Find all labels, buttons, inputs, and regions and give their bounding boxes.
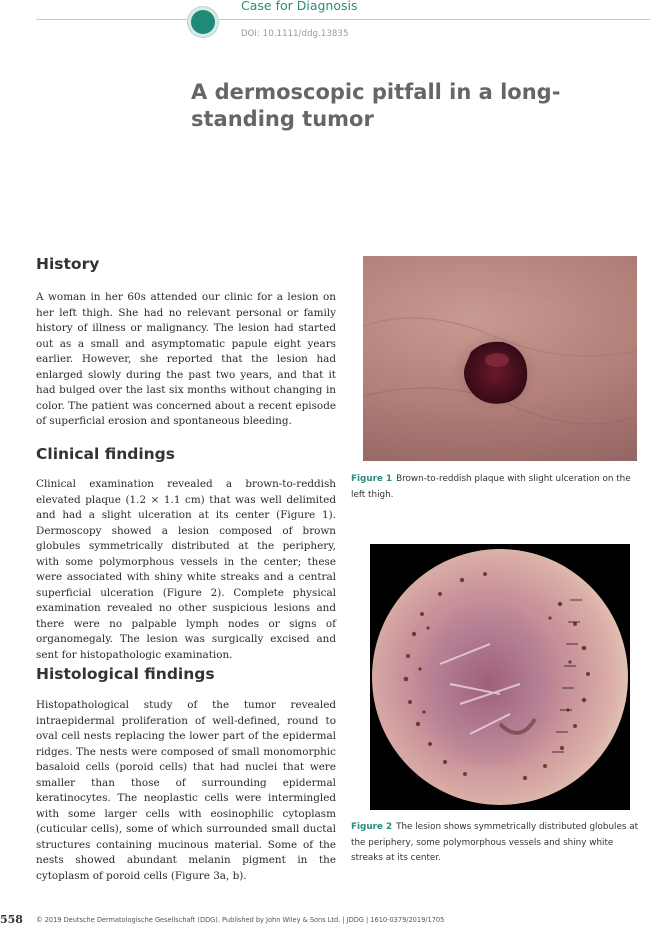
footer-copyright: © 2019 Deutsche Dermatologische Gesellschaft (DDG). Published by John Wiley & Sons Ltd. | JDDG | 1610-0379/2019/1705 <box>36 916 445 924</box>
paragraph-histological-findings: Histopathological study of the tumor revealed intraepidermal proliferation of well-defined, round to oval cell nests replacing the lower part of the epidermal ridges. The nests were composed of small monomorphic basaloid cells (poroid cells) that had nuclei that were smaller than those of surrounding epidermal keratinocytes. The neoplastic cells were intermingled with some larger cells with eosinophilic cytoplasm (cuticular cells), some of which surrounded small ductal structures containing mucinous material. Some of the nests showed abundant melanin pigment in the cytoplasm of poroid cells (Figure 3a, b). <box>36 699 336 883</box>
figure-1-label: Figure 1 <box>351 474 393 484</box>
figure-2-caption <box>351 820 643 867</box>
figure-1-clinical-photo <box>363 256 637 461</box>
figure-1-caption <box>351 472 643 503</box>
dermoscopy-image <box>370 544 630 810</box>
section-label: Case for Diagnosis <box>241 0 358 13</box>
paragraph-history: A woman in her 60s attended our clinic for a lesion on her left thigh. She had no relevant personal or family history of illness or malignancy. The lesion had started out as a small and asymptomatic papule eight years earlier. However, she reported that the lesion had enlarged slowly during the past two years, and that it had bulged over the last six months without changing in color. The patient was concerned about a recent episode of superficial erosion and spontaneous bleeding. <box>36 291 336 428</box>
page-number: 558 <box>0 913 23 926</box>
skin-lesion-photo <box>363 256 637 461</box>
figure-2-caption-text: The lesion shows symmetrically distributed globules at the periphery, some polymorphous vessels and shiny white streaks at its center. <box>351 822 639 863</box>
doi: DOI: 10.1111/ddg.13835 <box>241 29 349 39</box>
article-title: A dermoscopic pitfall in a long-standing tumor <box>191 80 561 131</box>
figure-2-dermoscopy <box>370 544 630 810</box>
paragraph-clinical-findings: Clinical examination revealed a brown-to-reddish elevated plaque (1.2 × 1.1 cm) that was well delimited and had a slight ulceration at its center (Figure 1). Dermoscopy showed a lesion composed of brown globules symmetrically distributed at the periphery, with some polymorphous vessels in the center; these were associated with shiny white streaks and a central superficial ulceration (Figure 2). Complete physical examination revealed no other suspicious lesions and there were no palpable lymph nodes or signs of organomegaly. The lesion was surgically excised and sent for histopathologic examination. <box>36 478 336 662</box>
figure-1-caption-text: Brown-to-reddish plaque with slight ulceration on the left thigh. <box>351 474 631 500</box>
heading-history: History <box>36 255 100 273</box>
figure-2-label: Figure 2 <box>351 822 393 832</box>
heading-clinical-findings: Clinical findings <box>36 445 175 463</box>
header-rule <box>36 19 650 20</box>
section-marker-icon <box>188 7 218 37</box>
heading-histological-findings: Histological findings <box>36 665 215 683</box>
